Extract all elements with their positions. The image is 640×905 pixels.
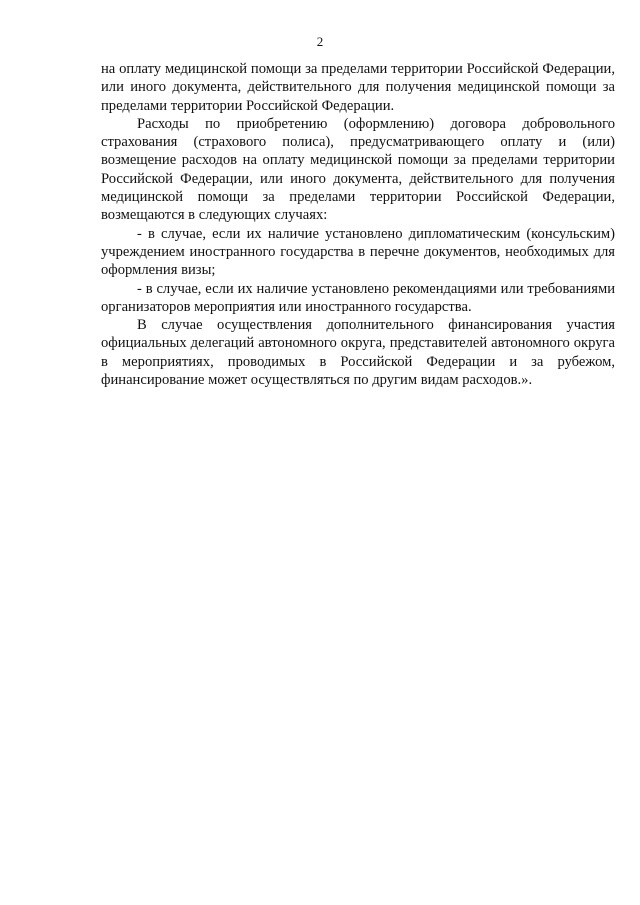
document-body: [101, 60, 615, 389]
list-item-visa-requirement: - в случае, если их наличие установлено дипломатическим (консульским) учреждением иностранного государства в перечне документов, необходимых для оформления визы;: [101, 225, 615, 279]
paragraph-continuation: на оплату медицинской помощи за пределами территории Российской Федерации, или иного документа, действительного для получения медицинской помощи за пределами территории Российской Федерации.: [101, 61, 615, 114]
page-number: 2: [316, 34, 324, 49]
list-item-organizer-requirement: - в случае, если их наличие установлено рекомендациями или требованиями организаторов мероприятия или иностранного государства.: [101, 280, 615, 315]
paragraph-additional-financing: В случае осуществления дополнительного финансирования участия официальных делегаций автономного округа, представителей автономного округа в мероприятиях, проводимых в Российской Федерации и за рубежом, финансирование может осуществляться по другим видам расходов.».: [101, 317, 615, 389]
paragraph-insurance-expenses: Расходы по приобретению (оформлению) договора добровольного страхования (страхового полиса), предусматривающего оплату и (или) возмещение расходов на оплату медицинской помощи за пределами территории Российской Федерации, или иного документа, действительного для получения медицинской помощи за пределами территории Российской Федерации, возмещаются в следующих случаях:: [101, 115, 615, 224]
